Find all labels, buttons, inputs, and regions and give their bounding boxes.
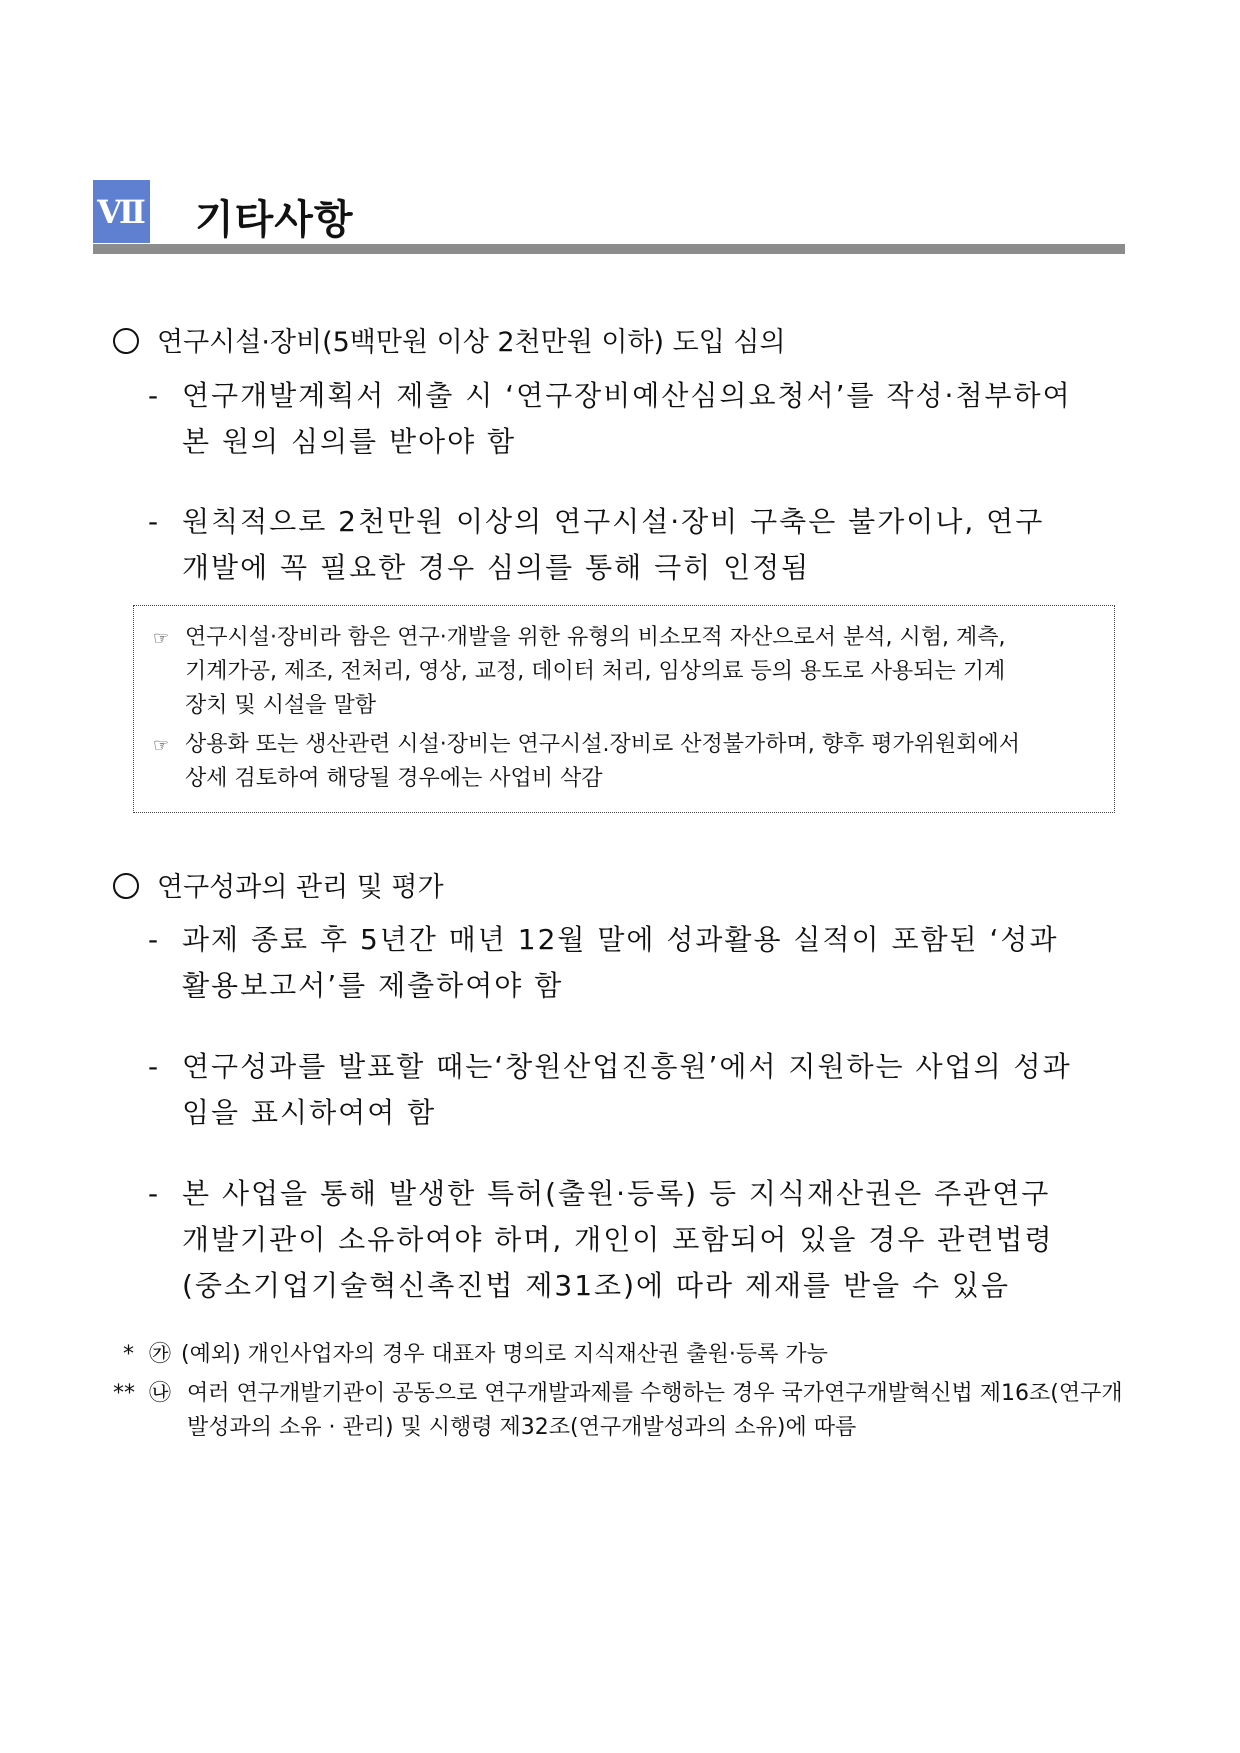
footnote-mark: * bbox=[123, 1342, 134, 1367]
note-item bbox=[153, 620, 1005, 651]
item-line: 개발기관이 소유하여야 하며, 개인이 포함되어 있을 경우 관련법령 bbox=[182, 1223, 1054, 1256]
item-line: 연구성과를 발표할 때는‘창원산업진흥원’에서 지원하는 사업의 성과 bbox=[182, 1050, 1072, 1083]
item-line: 과제 종료 후 5년간 매년 12월 말에 성과활용 실적이 포함된 ‘성과 bbox=[182, 923, 1059, 956]
note-line: 장치 및 시설을 말함 bbox=[185, 693, 376, 718]
item-line: 임을 표시하여여 함 bbox=[182, 1096, 437, 1129]
list-item bbox=[148, 500, 1044, 540]
item-line: 활용보고서’를 제출하여야 함 bbox=[182, 969, 564, 1002]
circle-bullet-icon bbox=[113, 328, 139, 354]
dash-marker: - bbox=[148, 505, 161, 538]
footnote-line: 발성과의 소유 · 관리) 및 시행령 제32조(연구개발성과의 소유)에 따름 bbox=[187, 1415, 857, 1440]
item-line: 본 사업을 통해 발생한 특허(출원·등록) 등 지식재산권은 주관연구 bbox=[182, 1177, 1051, 1210]
circled-na-icon: ㉯ bbox=[149, 1381, 172, 1406]
heading-text: 연구성과의 관리 및 평가 bbox=[157, 872, 444, 903]
pointing-hand-icon: ☞ bbox=[153, 628, 170, 649]
pointing-hand-icon: ☞ bbox=[153, 735, 170, 756]
section-divider bbox=[93, 244, 1125, 254]
list-item bbox=[148, 1045, 1072, 1085]
note-item bbox=[153, 727, 1020, 758]
list-item bbox=[148, 1172, 1050, 1212]
heading-text: 연구시설·장비(5백만원 이상 2천만원 이하) 도입 심의 bbox=[157, 327, 786, 358]
footnote-line: (예외) 개인사업자의 경우 대표자 명의로 지식재산권 출원·등록 가능 bbox=[181, 1342, 828, 1367]
item-line: (중소기업기술혁신촉진법 제31조)에 따라 제재를 받을 수 있음 bbox=[182, 1269, 1011, 1302]
item-line: 개발에 꼭 필요한 경우 심의를 통해 극히 인정됨 bbox=[182, 551, 811, 584]
footnote-line: 여러 연구개발기관이 공동으로 연구개발과제를 수행하는 경우 국가연구개발혁신법 제16조(연구개 bbox=[187, 1381, 1123, 1406]
dash-marker: - bbox=[148, 1177, 161, 1210]
heading-performance-management bbox=[113, 865, 444, 904]
heading-facility-review bbox=[113, 320, 786, 359]
note-line: 연구시설·장비라 함은 연구·개발을 위한 유형의 비소모적 자산으로서 분석, 시험, 계측, bbox=[185, 625, 1006, 650]
footnote bbox=[123, 1337, 828, 1368]
circled-ga-icon: ㉮ bbox=[149, 1342, 172, 1367]
dash-marker: - bbox=[148, 923, 161, 956]
dash-marker: - bbox=[148, 379, 161, 412]
item-line: 본 원의 심의를 받아야 함 bbox=[182, 425, 517, 458]
section-title: 기타사항 bbox=[195, 197, 354, 243]
list-item bbox=[148, 374, 1138, 414]
circle-bullet-icon bbox=[113, 873, 139, 899]
item-line: 연구개발계획서 제출 시 ‘연구장비예산심의요청서’를 작성·첨부하여 bbox=[182, 379, 1072, 412]
note-line: 상세 검토하여 해당될 경우에는 사업비 삭감 bbox=[185, 766, 603, 791]
item-line: 원칙적으로 2천만원 이상의 연구시설·장비 구축은 불가이나, 연구 bbox=[182, 505, 1045, 538]
list-item bbox=[148, 918, 1059, 958]
note-line: 상용화 또는 생산관련 시설·장비는 연구시설.장비로 산정불가하며, 향후 평가위원회에서 bbox=[185, 732, 1021, 757]
footnote-mark: ** bbox=[113, 1381, 135, 1406]
dash-marker: - bbox=[148, 1050, 161, 1083]
footnote bbox=[113, 1376, 1123, 1407]
section-number-badge: Ⅶ bbox=[93, 180, 150, 243]
note-line: 기계가공, 제조, 전처리, 영상, 교정, 데이터 처리, 임상의료 등의 용도로 사용되는 기계 bbox=[185, 659, 1006, 684]
